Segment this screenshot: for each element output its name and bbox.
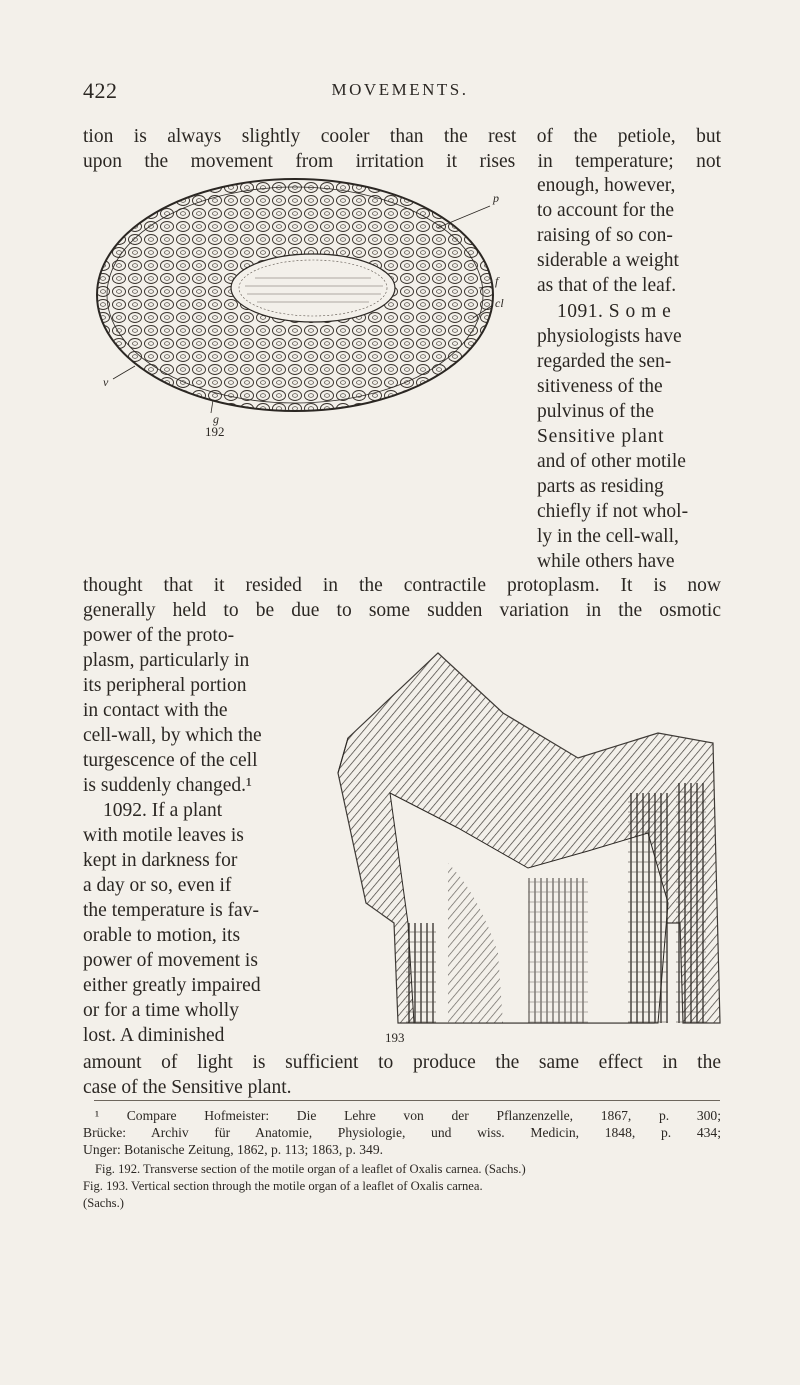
text-line: siderable a weight — [537, 250, 679, 271]
text-line: orable to motion, its — [83, 925, 241, 946]
figure-caption: Fig. 193. Vertical section through the motile organ of a leaflet of Oxalis carnea. — [83, 1179, 483, 1193]
text-line: its peripheral portion — [83, 675, 247, 696]
text-line: thought that it resided in the contractile protoplasm. It is now — [83, 575, 721, 596]
figure-193 — [328, 623, 724, 1028]
text-line: or for a time wholly — [83, 1000, 239, 1021]
text-line: power of the proto- — [83, 625, 235, 646]
page-number: 422 — [83, 78, 118, 103]
text-line: kept in darkness for — [83, 850, 238, 871]
figure-193-illustration — [328, 623, 724, 1028]
text-line: generally held to be due to some sudden variation in the osmotic — [83, 600, 721, 621]
text-line: a day or so, even if — [83, 875, 232, 896]
text-line: Sensitive plant — [537, 426, 665, 447]
text-line: parts as residing — [537, 476, 664, 497]
text-line: cell-wall, by which the — [83, 725, 262, 746]
text-line: plasm, particularly in — [83, 650, 250, 671]
text-line: upon the movement from irritation it rises in temperature; not — [83, 151, 721, 172]
figure-192-illustration — [95, 168, 515, 423]
text-line: as that of the leaf. — [537, 275, 677, 296]
text-line: power of movement is — [83, 950, 258, 971]
text-line: to account for the — [537, 200, 674, 221]
text-line: the temperature is fav- — [83, 900, 259, 921]
running-title: MOVEMENTS. — [331, 80, 469, 99]
text-line: tion is always slightly cooler than the rest of the petiole, but — [83, 126, 721, 147]
footnote-line: Unger: Botanische Zeitung, 1862, p. 113; 1863, p. 349. — [83, 1142, 384, 1157]
text-line: raising of so con- — [537, 225, 673, 246]
figure-192-label-g: g — [213, 412, 219, 426]
figure-caption: Fig. 192. Transverse section of the motile organ of a leaflet of Oxalis carnea. (Sachs.) — [95, 1162, 526, 1176]
figure-192-label-v: v — [103, 375, 109, 389]
figure-193-number: 193 — [385, 1030, 405, 1045]
text-line: enough, however, — [537, 175, 676, 196]
text-line: lost. A diminished — [83, 1025, 225, 1046]
text-line: amount of light is sufficient to produce the same effect in the — [83, 1052, 721, 1073]
figure-caption: (Sachs.) — [83, 1196, 124, 1210]
text-line: 1091. S o m e — [557, 301, 672, 322]
text-line: while others have — [537, 551, 675, 572]
text-line: and of other motile — [537, 451, 686, 472]
text-line: regarded the sen- — [537, 351, 672, 372]
figure-192-label-cl: cl — [495, 296, 504, 310]
figure-192-number: 192 — [205, 424, 225, 439]
footnote-line: ¹ Compare Hofmeister: Die Lehre von der Pflanzenzelle, 1867, p. 300; — [95, 1108, 721, 1123]
text-line: ly in the cell-wall, — [537, 526, 679, 547]
text-line: pulvinus of the — [537, 401, 654, 422]
figure-192-label-p: p — [493, 191, 499, 205]
footnote-line: Brücke: Archiv für Anatomie, Physiologie, und wiss. Medicin, 1848, p. 434; — [83, 1125, 721, 1140]
text-line: sitiveness of the — [537, 376, 663, 397]
text-line: is suddenly changed.¹ — [83, 775, 252, 796]
text-line: either greatly impaired — [83, 975, 261, 996]
text-line: case of the Sensitive plant. — [83, 1077, 292, 1098]
figure-192-label-f: f — [495, 274, 499, 288]
text-line: in contact with the — [83, 700, 228, 721]
text-line: with motile leaves is — [83, 825, 244, 846]
figure-192 — [95, 168, 515, 426]
text-line: physiologists have — [537, 326, 682, 347]
text-line: 1092. If a plant — [103, 800, 223, 821]
text-line: chiefly if not whol- — [537, 501, 689, 522]
text-line: turgescence of the cell — [83, 750, 258, 771]
footnote-rule — [94, 1100, 720, 1101]
